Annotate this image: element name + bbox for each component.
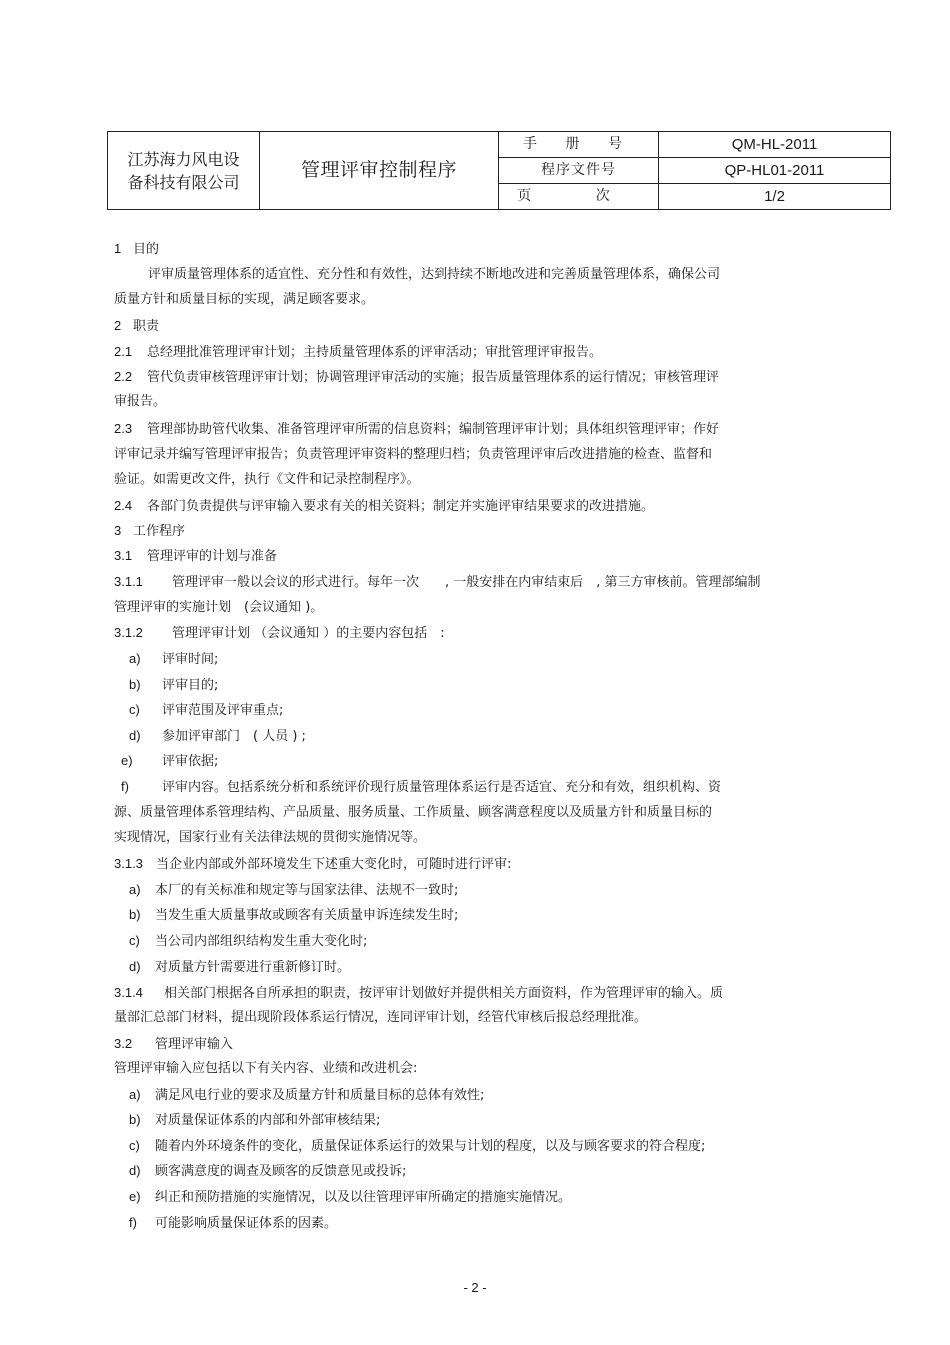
paragraph-line: 验证。如需更改文件，执行《文件和记录控制程序》。 bbox=[114, 472, 420, 487]
list-item-label: c) bbox=[129, 1138, 140, 1153]
paragraph-line: 审报告。 bbox=[114, 394, 167, 409]
list-item bbox=[129, 933, 367, 950]
paragraph-line: 评审记录并编写管理评审报告；负责管理评审资料的整理归档；负责管理评审后改进措施的检查、监督和 bbox=[114, 447, 713, 462]
section-heading bbox=[114, 318, 159, 335]
list-item bbox=[129, 959, 350, 976]
list-item-label: d) bbox=[129, 728, 141, 743]
list-item-label: a) bbox=[129, 882, 141, 897]
paragraph-line: 量部汇总部门材料，提出现阶段体系运行情况，连同评审计划，经管代审核后报总经理批准。 bbox=[114, 1010, 648, 1025]
procedure-file-number-label: 程序文件号 bbox=[499, 158, 659, 184]
paragraph-line: 管理评审输入应包括以下有关内容、业绩和改进机会: bbox=[114, 1061, 418, 1076]
clause-text: 各部门负责提供与评审输入要求有关的相关资料；制定并实施评审结果要求的改进措施。 bbox=[147, 499, 655, 514]
clause-number: 2.4 bbox=[114, 498, 133, 513]
clause-line bbox=[114, 985, 723, 1002]
list-item-text: 随着内外环境条件的变化，质量保证体系运行的效果与计划的程度，以及与顾客要求的符合程度; bbox=[155, 1139, 706, 1154]
clause-line bbox=[114, 548, 277, 565]
list-item-text: 满足风电行业的要求及质量方针和质量目标的总体有效性; bbox=[155, 1088, 485, 1103]
procedure-file-number-value: QP-HL01-2011 bbox=[659, 158, 891, 184]
company-name-line1: 江苏海力风电设 bbox=[127, 149, 240, 169]
clause-number: 3.1.3 bbox=[114, 856, 143, 871]
section-title: 工作程序 bbox=[133, 524, 186, 539]
clause-line bbox=[114, 421, 719, 438]
page-number: - 2 - bbox=[463, 1280, 487, 1295]
clause-text: 当企业内部或外部环境发生下述重大变化时，可随时进行评审: bbox=[156, 857, 512, 872]
list-item-text: 顾客满意度的调查及顾客的反馈意见或投诉; bbox=[155, 1164, 407, 1179]
list-item-label: d) bbox=[129, 1163, 141, 1178]
list-item-label: a) bbox=[129, 651, 141, 666]
list-item bbox=[129, 728, 306, 745]
clause-number: 3.1 bbox=[114, 548, 133, 563]
list-item bbox=[121, 753, 218, 770]
list-item bbox=[129, 651, 218, 668]
clause-line bbox=[114, 369, 719, 386]
list-item-label: e) bbox=[129, 1189, 141, 1204]
list-item-label: c) bbox=[129, 933, 140, 948]
list-item-text: 评审内容。包括系统分析和系统评价现行质量管理体系运行是否适宜、充分和有效，组织机构、资 bbox=[162, 780, 722, 795]
list-item bbox=[129, 1087, 484, 1104]
clause-number: 2.2 bbox=[114, 369, 133, 384]
list-item-text: 评审时间; bbox=[162, 652, 219, 667]
paragraph-line: 实现情况，国家行业有关法律法规的贯彻实施情况等。 bbox=[114, 830, 427, 845]
company-name bbox=[108, 132, 260, 210]
list-item-text: 评审范围及评审重点; bbox=[162, 703, 284, 718]
clause-line bbox=[114, 574, 761, 591]
list-item-label: a) bbox=[129, 1087, 141, 1102]
list-item-text: 对质量方针需要进行重新修订时。 bbox=[155, 960, 351, 975]
clause-line bbox=[114, 625, 445, 642]
page-value: 1/2 bbox=[659, 184, 891, 210]
section-heading bbox=[114, 523, 185, 540]
clause-number: 3.1.1 bbox=[114, 574, 143, 589]
list-item bbox=[129, 1138, 705, 1155]
list-item bbox=[129, 1189, 571, 1206]
list-item bbox=[129, 677, 218, 694]
list-item-text: 当发生重大质量事故或顾客有关质量申诉连续发生时; bbox=[155, 908, 459, 923]
section-number: 1 bbox=[114, 241, 122, 256]
section-number: 2 bbox=[114, 318, 122, 333]
section-title: 目的 bbox=[133, 242, 160, 257]
list-item-text: 可能影响质量保证体系的因素。 bbox=[155, 1216, 338, 1231]
list-item bbox=[129, 907, 458, 924]
document-title: 管理评审控制程序 bbox=[260, 132, 499, 210]
paragraph-line: 评审质量管理体系的适宜性、充分性和有效性，达到持续不断地改进和完善质量管理体系，确保公司 bbox=[148, 267, 721, 282]
list-item-label: b) bbox=[129, 907, 141, 922]
clause-number: 3.2 bbox=[114, 1036, 133, 1051]
clause-number: 3.1.4 bbox=[114, 985, 143, 1000]
clause-title: 管理评审输入 bbox=[155, 1037, 234, 1052]
clause-text: 总经理批准管理评审计划；主持质量管理体系的评审活动；审批管理评审报告。 bbox=[147, 345, 603, 360]
section-heading bbox=[114, 241, 159, 258]
list-item-label: b) bbox=[129, 677, 141, 692]
section-title: 职责 bbox=[133, 319, 160, 334]
clause-text: 管代负责审核管理评审计划；协调管理评审活动的实施；报告质量管理体系的运行情况；审核管理评 bbox=[147, 370, 720, 385]
list-item-text: 评审目的; bbox=[162, 678, 219, 693]
list-item-label: e) bbox=[121, 753, 133, 768]
clause-title: 管理评审的计划与准备 bbox=[147, 549, 278, 564]
paragraph-line: 质量方针和质量目标的实现，满足顾客要求。 bbox=[114, 292, 375, 307]
company-name-line2: 备科技有限公司 bbox=[127, 172, 240, 192]
clause-line bbox=[114, 1036, 233, 1053]
clause-line bbox=[114, 498, 654, 515]
page-label: 页 次 bbox=[499, 184, 659, 210]
list-item-text: 纠正和预防措施的实施情况，以及以往管理评审所确定的措施实施情况。 bbox=[155, 1190, 572, 1205]
list-item bbox=[129, 882, 458, 899]
clause-number: 2.1 bbox=[114, 344, 133, 359]
section-number: 3 bbox=[114, 523, 122, 538]
list-item-text: 本厂的有关标准和规定等与国家法律、法规不一致时; bbox=[155, 883, 459, 898]
manual-number-value: QM-HL-2011 bbox=[659, 132, 891, 158]
list-item-text: 当公司内部组织结构发生重大变化时; bbox=[155, 934, 368, 949]
clause-line bbox=[114, 344, 602, 361]
list-item bbox=[129, 702, 283, 719]
list-item-label: d) bbox=[129, 959, 141, 974]
clause-line bbox=[114, 856, 511, 873]
clause-text: 管理评审计划 （会议通知 ）的主要内容包括 : bbox=[172, 626, 445, 641]
clause-text: 管理评审一般以会议的形式进行。每年一次 , 一般安排在内审结束后 , 第三方审核前。管理部编制 bbox=[172, 575, 761, 590]
list-item-text: 评审依据; bbox=[162, 754, 219, 769]
list-item bbox=[129, 1215, 337, 1232]
list-item-label: f) bbox=[129, 1215, 137, 1230]
list-item bbox=[129, 1163, 406, 1180]
clause-number: 3.1.2 bbox=[114, 625, 143, 640]
list-item-text: 对质量保证体系的内部和外部审核结果; bbox=[155, 1113, 381, 1128]
list-item-label: c) bbox=[129, 702, 140, 717]
document-header-table bbox=[107, 131, 891, 210]
list-item-label: b) bbox=[129, 1112, 141, 1127]
clause-text: 相关部门根据各自所承担的职责，按评审计划做好并提供相关方面资料，作为管理评审的输入。质 bbox=[164, 986, 724, 1001]
manual-number-label: 手 册 号 bbox=[499, 132, 659, 158]
list-item-label: f) bbox=[121, 779, 129, 794]
clause-number: 2.3 bbox=[114, 421, 133, 436]
list-item bbox=[121, 779, 721, 796]
list-item-text: 参加评审部门 ( 人员 ) ; bbox=[162, 729, 306, 744]
paragraph-line: 管理评审的实施计划 (会议通知 )。 bbox=[114, 600, 324, 615]
clause-text: 管理部协助管代收集、准备管理评审所需的信息资料；编制管理评审计划；具体组织管理评审；作好 bbox=[147, 422, 720, 437]
paragraph-line: 源、质量管理体系管理结构、产品质量、服务质量、工作质量、顾客满意程度以及质量方针和质量目标的 bbox=[114, 805, 713, 820]
list-item bbox=[129, 1112, 380, 1129]
